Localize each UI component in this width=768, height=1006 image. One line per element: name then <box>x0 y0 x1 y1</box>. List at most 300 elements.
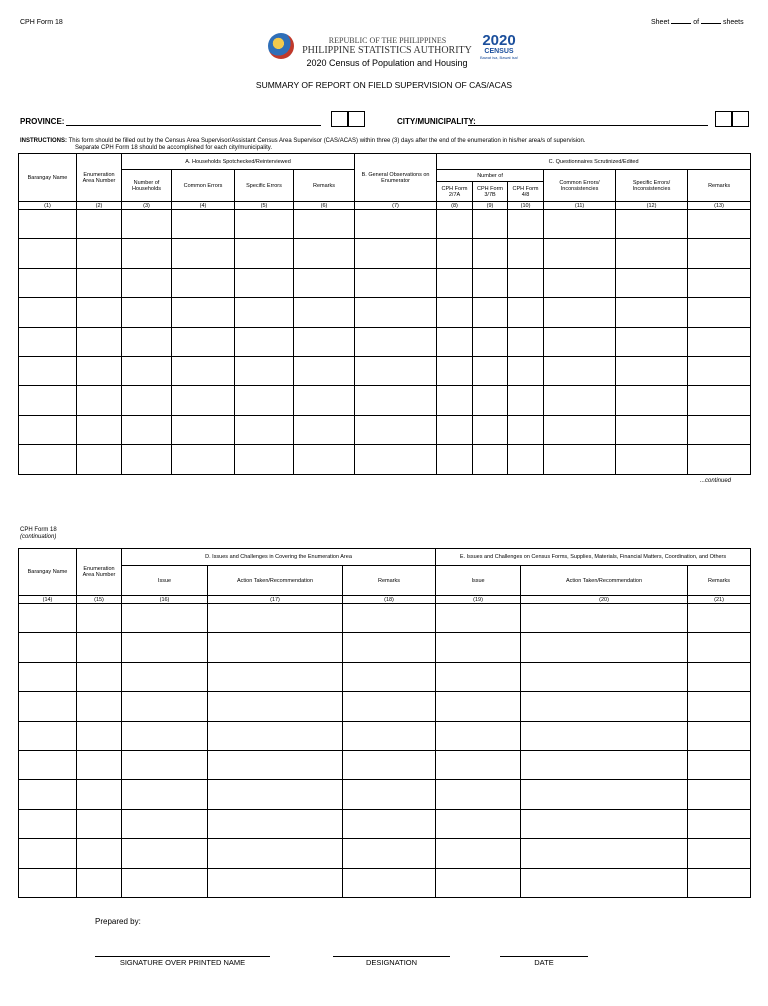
table-cell[interactable] <box>19 386 77 415</box>
col-cph-form-4: CPH Form 4/8 <box>508 182 544 202</box>
table-cell[interactable] <box>473 239 508 268</box>
instructions-label: INSTRUCTIONS: <box>20 138 67 144</box>
table-cell[interactable] <box>122 327 172 356</box>
table-cell[interactable] <box>544 415 616 444</box>
table-cell[interactable] <box>122 356 172 385</box>
table-cell[interactable] <box>688 662 751 691</box>
table-cell[interactable] <box>343 750 436 779</box>
table-cell[interactable] <box>235 356 294 385</box>
table-cell[interactable] <box>77 445 122 474</box>
col-cph-form-2: CPH Form 2/7A <box>437 182 473 202</box>
table-cell[interactable] <box>688 604 751 633</box>
col-number: (8) <box>437 202 473 210</box>
province-code-box-1[interactable] <box>331 111 348 127</box>
table-cell[interactable] <box>77 298 122 327</box>
table-cell[interactable] <box>521 633 688 662</box>
table-cell[interactable] <box>77 839 122 868</box>
table-cell[interactable] <box>343 721 436 750</box>
col-remarks-e: Remarks <box>688 566 751 596</box>
table-cell[interactable] <box>616 356 688 385</box>
table-cell[interactable] <box>437 210 473 239</box>
col-issue-e: Issue <box>436 566 521 596</box>
table-cell[interactable] <box>521 868 688 897</box>
table-cell[interactable] <box>343 604 436 633</box>
table-cell[interactable] <box>473 298 508 327</box>
table-cell[interactable] <box>616 445 688 474</box>
table-cell[interactable] <box>521 692 688 721</box>
table-cell[interactable] <box>343 780 436 809</box>
table-cell[interactable] <box>122 721 208 750</box>
table-cell[interactable] <box>77 633 122 662</box>
table-cell[interactable] <box>616 210 688 239</box>
table-cell[interactable] <box>355 445 437 474</box>
date-label: DATE <box>534 958 554 967</box>
col-number: (3) <box>122 202 172 210</box>
table-cell[interactable] <box>436 604 521 633</box>
table-cell[interactable] <box>508 210 544 239</box>
col-number-of-households: Number of Households <box>122 170 172 202</box>
issues-table <box>18 548 751 898</box>
table-cell[interactable] <box>544 268 616 297</box>
province-label: PROVINCE: <box>20 117 65 126</box>
instructions-line-1: This form should be filled out by the Census Area Supervisor/Assistant Census Area Supervisor (CAS/ACAS) within three (3) days after the end of the enumeration in his/her area/s of supervision. <box>68 138 586 144</box>
table-cell[interactable] <box>437 239 473 268</box>
province-code-box-2[interactable] <box>348 111 365 127</box>
col-common-errors: Common Errors <box>172 170 235 202</box>
table-cell[interactable] <box>508 445 544 474</box>
table-cell[interactable] <box>521 750 688 779</box>
signature-line[interactable] <box>95 956 270 957</box>
group-e-header: E. Issues and Challenges on Census Forms, Supplies, Materials, Financial Matters, Coordination, and Others <box>436 549 751 566</box>
table-row <box>19 839 751 868</box>
table-cell[interactable] <box>436 868 521 897</box>
table-cell[interactable] <box>688 210 751 239</box>
table-cell[interactable] <box>19 239 77 268</box>
table-cell[interactable] <box>688 327 751 356</box>
table-cell[interactable] <box>616 268 688 297</box>
col-number: (17) <box>208 596 343 604</box>
table-cell[interactable] <box>521 721 688 750</box>
table-cell[interactable] <box>172 239 235 268</box>
table-cell[interactable] <box>77 750 122 779</box>
col-number: (11) <box>544 202 616 210</box>
col-specific-errors: Specific Errors <box>235 170 294 202</box>
table-cell[interactable] <box>355 356 437 385</box>
table-cell[interactable] <box>19 445 77 474</box>
census-logo-tag: Bawat isa, Bawat isa! <box>479 55 519 60</box>
table-cell[interactable] <box>122 210 172 239</box>
col-common-inconsistencies: Common Errors/ Inconsistencies <box>544 170 616 202</box>
table-row <box>19 356 751 385</box>
table-cell[interactable] <box>122 604 208 633</box>
table-row <box>19 633 751 662</box>
table-cell[interactable] <box>436 839 521 868</box>
table-cell[interactable] <box>208 692 343 721</box>
continued-note: ...continued <box>700 478 732 484</box>
table-cell[interactable] <box>544 356 616 385</box>
table-cell[interactable] <box>473 445 508 474</box>
table-cell[interactable] <box>172 268 235 297</box>
table-cell[interactable] <box>521 780 688 809</box>
table-row <box>19 721 751 750</box>
col-number: (2) <box>77 202 122 210</box>
of-label: of <box>693 19 700 26</box>
table-cell[interactable] <box>77 415 122 444</box>
col-issue-d: Issue <box>122 566 208 596</box>
col-cph-form-3: CPH Form 3/7B <box>473 182 508 202</box>
table-cell[interactable] <box>172 445 235 474</box>
table-cell[interactable] <box>77 210 122 239</box>
table-cell[interactable] <box>19 721 77 750</box>
table-cell[interactable] <box>172 298 235 327</box>
table-cell[interactable] <box>77 868 122 897</box>
table-cell[interactable] <box>437 327 473 356</box>
table-cell[interactable] <box>437 268 473 297</box>
table-cell[interactable] <box>122 415 172 444</box>
designation-label: DESIGNATION <box>365 958 418 967</box>
supervision-table <box>18 153 751 475</box>
col-number: (1) <box>19 202 77 210</box>
table-cell[interactable] <box>343 692 436 721</box>
table-cell[interactable] <box>19 327 77 356</box>
table-cell[interactable] <box>77 604 122 633</box>
table-cell[interactable] <box>508 239 544 268</box>
table-row <box>19 386 751 415</box>
table-cell[interactable] <box>436 633 521 662</box>
col-number: (12) <box>616 202 688 210</box>
col-specific-inconsistencies: Specific Errors/ Inconsistencies <box>616 170 688 202</box>
col-action-e: Action Taken/Recommendation <box>521 566 688 596</box>
date-line[interactable] <box>500 956 588 957</box>
table-cell[interactable] <box>122 268 172 297</box>
number-of-header: Number of <box>437 170 544 182</box>
table-row <box>19 298 751 327</box>
table-cell[interactable] <box>688 780 751 809</box>
table-cell[interactable] <box>19 415 77 444</box>
table-cell[interactable] <box>436 809 521 838</box>
table-cell[interactable] <box>77 239 122 268</box>
col-barangay-name: Barangay Name <box>19 154 77 202</box>
signature-label: SIGNATURE OVER PRINTED NAME <box>119 958 246 967</box>
table-cell[interactable] <box>122 809 208 838</box>
table-cell[interactable] <box>235 445 294 474</box>
table-cell[interactable] <box>437 356 473 385</box>
col-number: (14) <box>19 596 77 604</box>
table-cell[interactable] <box>19 809 77 838</box>
table-cell[interactable] <box>77 327 122 356</box>
table-cell[interactable] <box>208 633 343 662</box>
table-cell[interactable] <box>208 662 343 691</box>
table-cell[interactable] <box>77 721 122 750</box>
table-cell[interactable] <box>355 239 437 268</box>
table-cell[interactable] <box>122 662 208 691</box>
continuation-form-code: CPH Form 18 <box>20 527 57 533</box>
table-row <box>19 809 751 838</box>
table-cell[interactable] <box>208 604 343 633</box>
table-cell[interactable] <box>122 298 172 327</box>
sheets-label: sheets <box>722 19 744 26</box>
table-cell[interactable] <box>19 780 77 809</box>
col-barangay-name-2: Barangay Name <box>19 549 77 596</box>
column-number-row <box>19 202 751 210</box>
col-number: (7) <box>355 202 437 210</box>
prepared-by-label: Prepared by: <box>95 917 141 926</box>
table-cell[interactable] <box>437 445 473 474</box>
column-number-row-2 <box>19 596 751 604</box>
table-cell[interactable] <box>208 839 343 868</box>
table-cell[interactable] <box>688 633 751 662</box>
table-cell[interactable] <box>122 445 172 474</box>
table-cell[interactable] <box>77 780 122 809</box>
table-cell[interactable] <box>688 356 751 385</box>
table-row <box>19 604 751 633</box>
col-number: (21) <box>688 596 751 604</box>
table-cell[interactable] <box>616 239 688 268</box>
table-cell[interactable] <box>436 692 521 721</box>
group-c-header: C. Questionnaires Scrutinized/Edited <box>437 154 751 170</box>
table-row <box>19 415 751 444</box>
table-cell[interactable] <box>77 268 122 297</box>
table-cell[interactable] <box>294 239 355 268</box>
table-row <box>19 210 751 239</box>
table-cell[interactable] <box>122 780 208 809</box>
group-a-header: A. Households Spotchecked/Reinterviewed <box>122 154 355 170</box>
designation-line[interactable] <box>333 956 450 957</box>
table-cell[interactable] <box>77 662 122 691</box>
table-cell[interactable] <box>122 386 172 415</box>
table-cell[interactable] <box>437 386 473 415</box>
table-cell[interactable] <box>172 386 235 415</box>
table-cell[interactable] <box>437 415 473 444</box>
col-number: (16) <box>122 596 208 604</box>
table-cell[interactable] <box>688 809 751 838</box>
table-cell[interactable] <box>294 268 355 297</box>
table-cell[interactable] <box>355 386 437 415</box>
table-cell[interactable] <box>208 750 343 779</box>
table-cell[interactable] <box>343 839 436 868</box>
col-ea-number-2: Enumeration Area Number <box>77 549 122 596</box>
census-logo-number: 2020 <box>482 32 516 49</box>
table-cell[interactable] <box>343 633 436 662</box>
instructions <box>20 138 750 152</box>
table-cell[interactable] <box>436 721 521 750</box>
table-cell[interactable] <box>544 210 616 239</box>
col-ea-number: Enumeration Area Number <box>77 154 122 202</box>
table-cell[interactable] <box>544 386 616 415</box>
table-cell[interactable] <box>343 868 436 897</box>
table-cell[interactable] <box>19 868 77 897</box>
table-cell[interactable] <box>437 298 473 327</box>
table-row <box>19 692 751 721</box>
table-cell[interactable] <box>19 692 77 721</box>
table-cell[interactable] <box>122 750 208 779</box>
table-cell[interactable] <box>235 298 294 327</box>
table-cell[interactable] <box>521 839 688 868</box>
col-number: (20) <box>521 596 688 604</box>
table-row <box>19 445 751 474</box>
table-cell[interactable] <box>688 692 751 721</box>
table-cell[interactable] <box>508 298 544 327</box>
issues-table-body <box>19 604 751 898</box>
table-cell[interactable] <box>355 415 437 444</box>
table-cell[interactable] <box>235 239 294 268</box>
table-cell[interactable] <box>473 268 508 297</box>
table-cell[interactable] <box>688 721 751 750</box>
col-number: (5) <box>235 202 294 210</box>
table-cell[interactable] <box>294 386 355 415</box>
col-number: (13) <box>688 202 751 210</box>
table-cell[interactable] <box>688 839 751 868</box>
agency-name: PHILIPPINE STATISTICS AUTHORITY <box>302 45 472 56</box>
col-remarks-a: Remarks <box>294 170 355 202</box>
table-cell[interactable] <box>521 662 688 691</box>
continuation-label: (continuation) <box>20 534 57 540</box>
table-cell[interactable] <box>208 780 343 809</box>
table-cell[interactable] <box>544 298 616 327</box>
form-code: CPH Form 18 <box>20 19 63 26</box>
table-cell[interactable] <box>688 268 751 297</box>
table-cell[interactable] <box>235 415 294 444</box>
table-cell[interactable] <box>355 268 437 297</box>
table-cell[interactable] <box>172 327 235 356</box>
table-cell[interactable] <box>436 662 521 691</box>
table-cell[interactable] <box>77 692 122 721</box>
table-cell[interactable] <box>235 210 294 239</box>
total-sheets-field[interactable] <box>701 23 721 24</box>
table-cell[interactable] <box>122 239 172 268</box>
table-cell[interactable] <box>688 415 751 444</box>
table-cell[interactable] <box>473 356 508 385</box>
col-number: (10) <box>508 202 544 210</box>
census-logo-sub: CENSUS <box>484 48 514 55</box>
table-cell[interactable] <box>172 210 235 239</box>
table-cell[interactable] <box>508 327 544 356</box>
table-cell[interactable] <box>508 415 544 444</box>
table-cell[interactable] <box>19 298 77 327</box>
table-cell[interactable] <box>19 210 77 239</box>
city-field[interactable] <box>468 125 708 126</box>
city-code-box-1[interactable] <box>715 111 732 127</box>
table-cell[interactable] <box>294 298 355 327</box>
table-cell[interactable] <box>122 839 208 868</box>
document-title: SUMMARY OF REPORT ON FIELD SUPERVISION OF CAS/ACAS <box>255 80 513 90</box>
table-cell[interactable] <box>208 721 343 750</box>
table-row <box>19 750 751 779</box>
table-cell[interactable] <box>19 662 77 691</box>
table-cell[interactable] <box>294 327 355 356</box>
instructions-line-2: Separate CPH Form 18 should be accomplished for each city/municipality. <box>75 145 272 151</box>
table-cell[interactable] <box>19 268 77 297</box>
table-cell[interactable] <box>688 445 751 474</box>
col-number: (19) <box>436 596 521 604</box>
city-code-box-2[interactable] <box>732 111 749 127</box>
table-cell[interactable] <box>616 415 688 444</box>
table-cell[interactable] <box>19 633 77 662</box>
table-cell[interactable] <box>473 386 508 415</box>
table-cell[interactable] <box>473 210 508 239</box>
table-cell[interactable] <box>688 298 751 327</box>
table-cell[interactable] <box>77 386 122 415</box>
table-cell[interactable] <box>208 809 343 838</box>
table-cell[interactable] <box>235 386 294 415</box>
table-cell[interactable] <box>19 839 77 868</box>
table-cell[interactable] <box>521 604 688 633</box>
table-cell[interactable] <box>508 356 544 385</box>
table-cell[interactable] <box>19 604 77 633</box>
table-cell[interactable] <box>355 210 437 239</box>
col-action-d: Action Taken/Recommendation <box>208 566 343 596</box>
table-cell[interactable] <box>688 239 751 268</box>
agency-top: REPUBLIC OF THE PHILIPPINES <box>328 36 447 45</box>
census-2020-logo-icon <box>479 33 519 63</box>
col-remarks-d: Remarks <box>343 566 436 596</box>
table-cell[interactable] <box>294 210 355 239</box>
table-row <box>19 268 751 297</box>
table-cell[interactable] <box>616 327 688 356</box>
table-cell[interactable] <box>19 750 77 779</box>
table-cell[interactable] <box>122 868 208 897</box>
table-cell[interactable] <box>122 692 208 721</box>
table-cell[interactable] <box>521 809 688 838</box>
table-cell[interactable] <box>688 386 751 415</box>
table-cell[interactable] <box>688 868 751 897</box>
sheet-number-field[interactable] <box>671 23 691 24</box>
table-cell[interactable] <box>355 327 437 356</box>
table-cell[interactable] <box>172 415 235 444</box>
table-cell[interactable] <box>473 327 508 356</box>
table-cell[interactable] <box>544 445 616 474</box>
table-cell[interactable] <box>616 386 688 415</box>
table-cell[interactable] <box>122 633 208 662</box>
table-cell[interactable] <box>235 268 294 297</box>
table-cell[interactable] <box>294 445 355 474</box>
table-cell[interactable] <box>343 809 436 838</box>
col-number: (6) <box>294 202 355 210</box>
group-d-header: D. Issues and Challenges in Covering the Enumeration Area <box>122 549 436 566</box>
table-cell[interactable] <box>172 356 235 385</box>
table-cell[interactable] <box>235 327 294 356</box>
table-cell[interactable] <box>77 809 122 838</box>
table-cell[interactable] <box>473 415 508 444</box>
table-cell[interactable] <box>294 415 355 444</box>
table-row <box>19 780 751 809</box>
table-row <box>19 662 751 691</box>
sheet-label: Sheet <box>651 19 670 26</box>
table-cell[interactable] <box>436 780 521 809</box>
psa-seal-icon <box>268 33 294 59</box>
table-cell[interactable] <box>508 386 544 415</box>
supervision-table-body <box>19 210 751 475</box>
col-number: (18) <box>343 596 436 604</box>
table-cell[interactable] <box>294 356 355 385</box>
table-cell[interactable] <box>508 268 544 297</box>
table-cell[interactable] <box>436 750 521 779</box>
table-cell[interactable] <box>208 868 343 897</box>
col-remarks-c: Remarks <box>688 170 751 202</box>
table-cell[interactable] <box>343 662 436 691</box>
table-row <box>19 327 751 356</box>
table-row <box>19 239 751 268</box>
table-cell[interactable] <box>544 327 616 356</box>
table-cell[interactable] <box>19 356 77 385</box>
table-cell[interactable] <box>616 298 688 327</box>
table-cell[interactable] <box>355 298 437 327</box>
province-field[interactable] <box>66 125 321 126</box>
table-cell[interactable] <box>544 239 616 268</box>
table-cell[interactable] <box>688 750 751 779</box>
sheet-counter <box>651 19 761 26</box>
table-cell[interactable] <box>77 356 122 385</box>
